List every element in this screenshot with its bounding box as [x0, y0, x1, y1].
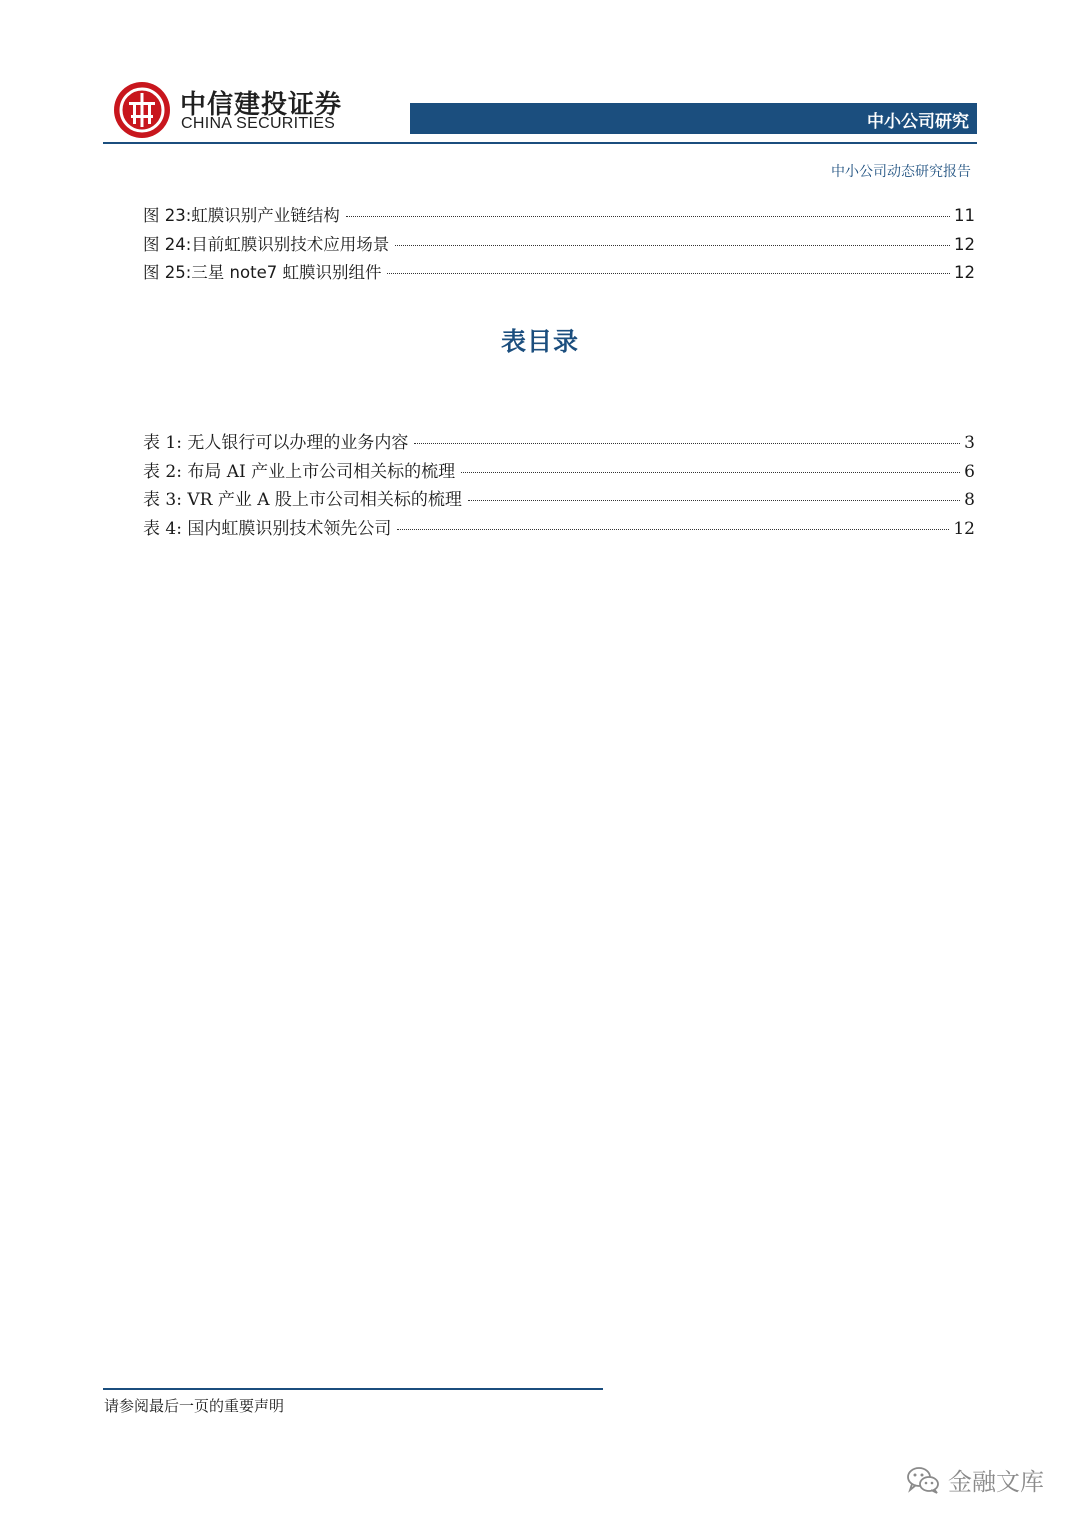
tables-toc-heading: 表目录	[500, 327, 579, 356]
toc-entry-page: 6	[964, 461, 975, 482]
dot-leader	[414, 443, 960, 444]
report-type: 中小公司动态研究报告	[831, 164, 971, 180]
figures-toc	[143, 202, 975, 288]
brand-name-cn: 中信建投证券	[180, 90, 343, 120]
watermark	[906, 1462, 1044, 1497]
toc-entry-label: 表 4: 国内虹膜识别技术领先公司	[143, 518, 392, 539]
toc-entry-label: 表 1: 无人银行可以办理的业务内容	[143, 433, 409, 453]
toc-entry-page: 11	[954, 206, 975, 225]
toc-entry-label: 表 2: 布局 AI 产业上市公司相关标的梳理	[143, 461, 456, 482]
toc-entry[interactable]	[143, 457, 975, 486]
brand-name-en: CHINA SECURITIES	[181, 115, 336, 132]
citic-logo	[112, 80, 172, 140]
toc-entry-page: 12	[954, 234, 975, 254]
tables-toc	[143, 428, 975, 542]
toc-entry-page: 3	[964, 433, 975, 453]
toc-entry[interactable]	[143, 202, 975, 231]
header-rule	[103, 142, 977, 144]
toc-entry-page: 8	[964, 490, 975, 510]
toc-entry[interactable]	[143, 514, 975, 543]
toc-entry[interactable]	[143, 259, 975, 288]
toc-entry-label: 表 3: VR 产业 A 股上市公司相关标的梳理	[143, 490, 462, 510]
toc-entry[interactable]	[143, 485, 975, 514]
footer-rule	[103, 1388, 603, 1390]
section-title: 中小公司研究	[867, 112, 969, 132]
dot-leader	[395, 245, 950, 246]
toc-entry[interactable]	[143, 231, 975, 260]
dot-leader	[461, 472, 960, 473]
wechat-icon	[906, 1465, 940, 1495]
toc-entry-label: 图 24:目前虹膜识别技术应用场景	[143, 234, 390, 254]
toc-entry-label: 图 23:虹膜识别产业链结构	[143, 206, 340, 225]
disclaimer-note: 请参阅最后一页的重要声明	[104, 1397, 285, 1415]
toc-entry-label: 图 25:三星 note7 虹膜识别组件	[143, 263, 382, 282]
dot-leader	[397, 529, 949, 530]
toc-entry-page: 12	[954, 263, 975, 282]
dot-leader	[387, 273, 950, 274]
watermark-text: 金融文库	[948, 1468, 1044, 1496]
dot-leader	[346, 216, 950, 217]
header-bar	[410, 103, 977, 134]
dot-leader	[468, 500, 960, 501]
toc-entry[interactable]	[143, 428, 975, 457]
toc-entry-page: 12	[953, 518, 975, 539]
